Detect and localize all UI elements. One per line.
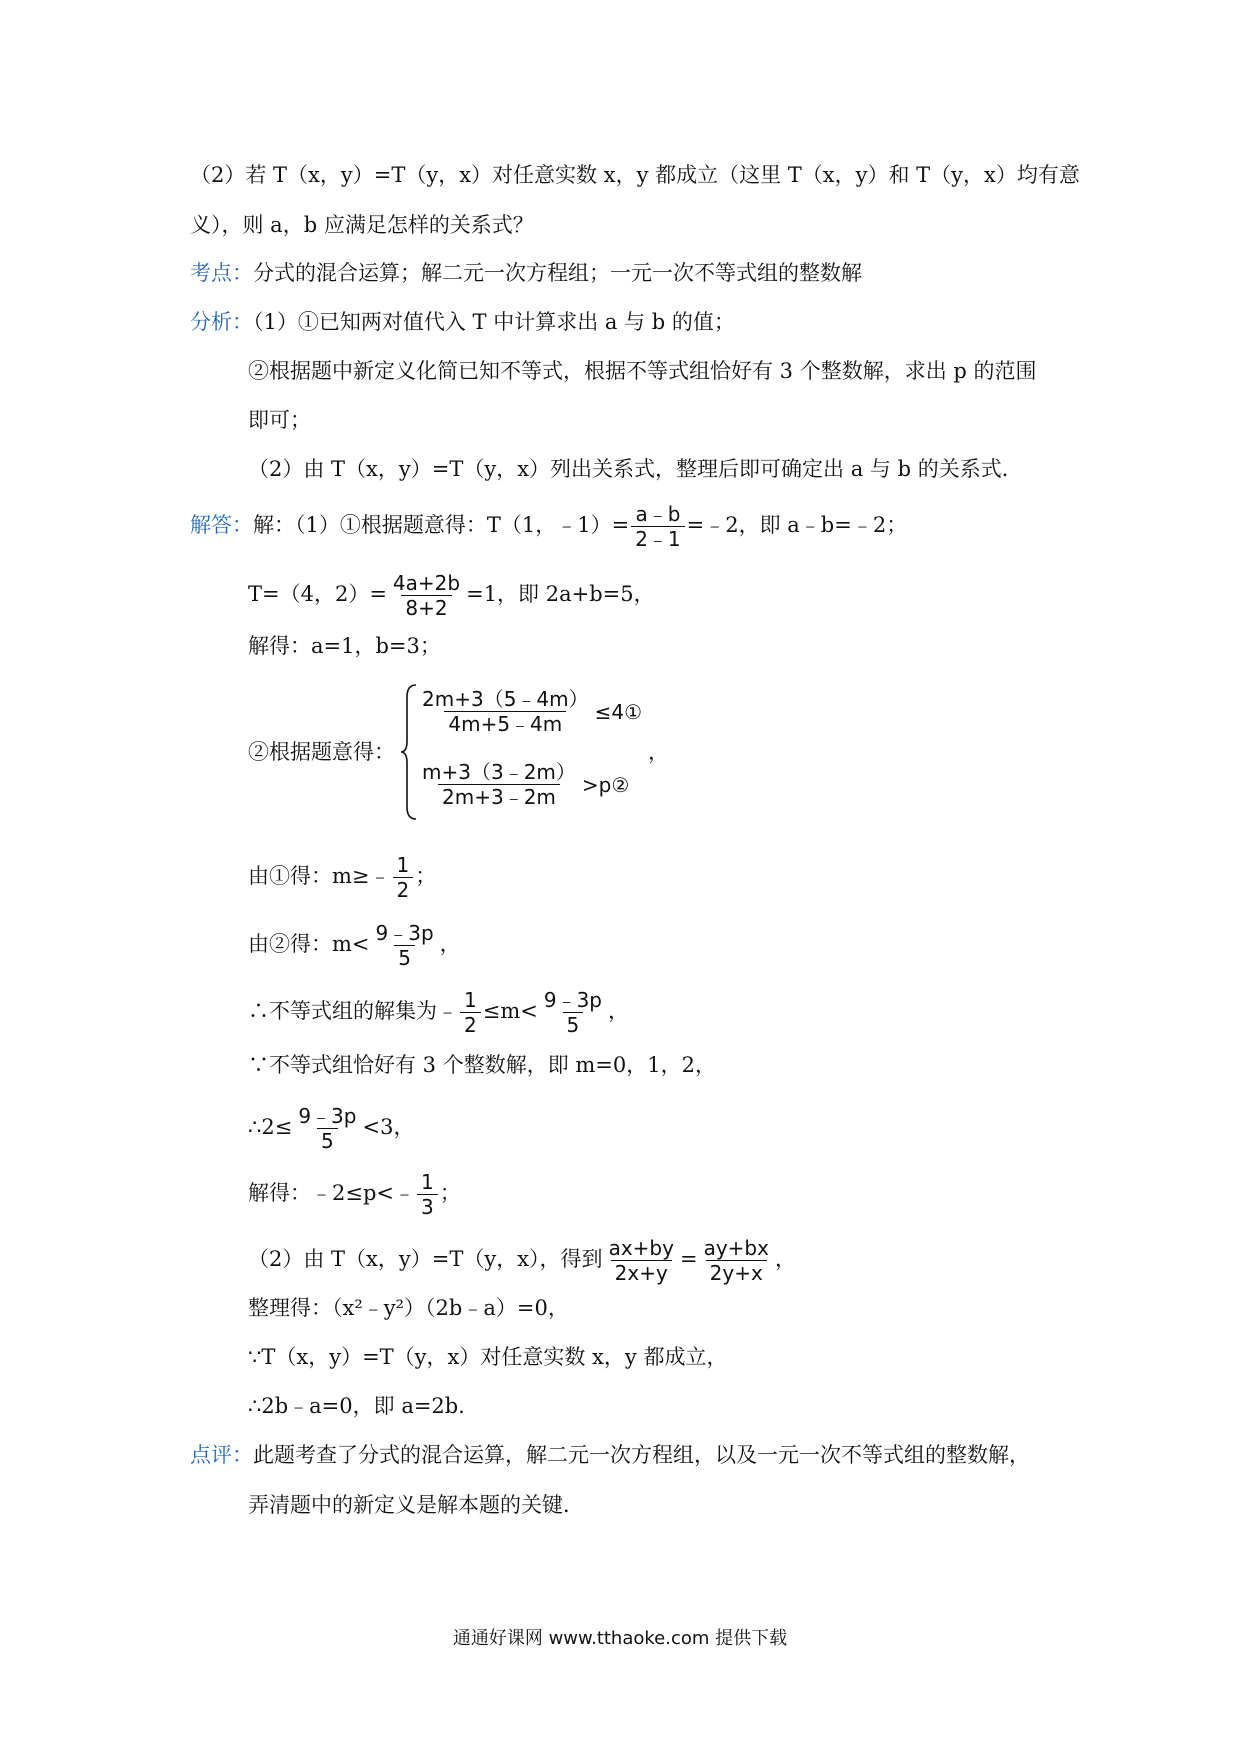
fraction-inequality-2: $\frac{m+3(3﹣2m)}{2m+3﹣2m}$: [422, 760, 576, 809]
jieda-label: 解答：: [190, 513, 253, 537]
fraction-one-third: $\frac{1}{3}$: [417, 1170, 438, 1219]
fraction-9-3p: $\frac{9﹣3p}{5}$: [375, 921, 434, 970]
system-comma: ，: [648, 740, 669, 764]
inequality-2: $\frac{m+3(3﹣2m)}{2m+3﹣2m}$ >p②: [416, 760, 629, 809]
fraction-inequality-1: $\frac{2m+3(5﹣4m)}{4m+5﹣4m}$: [422, 687, 589, 736]
fraction-9-3p-2: $\frac{9﹣3p}{5}$: [543, 988, 602, 1037]
fraction-ay-bx: $\frac{ay+bx}{2y+x}$: [703, 1236, 769, 1285]
jieda-line-1: 解答：解：（1）①根据题意得：T（1，﹣1）= $\frac{a﹣b}{2﹣1}$ =﹣2，即 a﹣b=﹣2；: [190, 502, 908, 551]
dianping-line-2: 弄清题中的新定义是解本题的关键．: [248, 1493, 584, 1517]
fraction-4a-2b: $\frac{4a+2b}{8+2}$: [392, 571, 461, 620]
fraction-one-half: $\frac{1}{2}$: [393, 853, 414, 902]
dianping-line-1: 此题考查了分式的混合运算，解二元一次方程组，以及一元一次不等式组的整数解，: [253, 1443, 1030, 1467]
kaodian-section: [190, 259, 862, 287]
dianping-label: 点评：: [190, 1443, 253, 1467]
inequality-1: $\frac{2m+3(5﹣4m)}{4m+5﹣4m}$ ≤4①: [416, 687, 642, 736]
fraction-one-half-2: $\frac{1}{2}$: [460, 988, 481, 1037]
fenxi-section: [190, 308, 735, 336]
kaodian-text: 分式的混合运算；解二元一次方程组；一元一次不等式组的整数解: [253, 261, 862, 285]
kaodian-label: 考点：: [190, 261, 253, 285]
fenxi-line-3: 即可；: [248, 408, 311, 432]
fenxi-label: 分析：: [190, 310, 253, 334]
fenxi-line-4: （2）由 T（x，y）=T（y，x）列出关系式，整理后即可确定出 a 与 b 的关系式．: [248, 457, 1023, 481]
question-2-line-2: 义），则 a，b 应满足怎样的关系式？: [190, 213, 534, 237]
jieda-line-2: T=（4，2）= $\frac{4a+2b}{8+2}$ =1，即 2a+b=5，: [248, 571, 655, 620]
jieda-line-13: ∵T（x，y）=T（y，x）对任意实数 x，y 都成立，: [248, 1345, 728, 1369]
dianping-section: [190, 1441, 1030, 1469]
jieda-line-6: 由②得：m< $\frac{9﹣3p}{5}$ ，: [248, 921, 461, 970]
inequality-system: [400, 683, 680, 821]
fraction-a-minus-b: $\frac{a﹣b}{2﹣1}$: [631, 502, 684, 551]
question-2-line-1: （2）若 T（x，y）=T（y，x）对任意实数 x，y 都成立（这里 T（x，y）和 T（y，x）均有意: [190, 163, 1080, 187]
jieda-line-11: （2）由 T（x，y）=T（y，x），得到 $\frac{ax+by}{2x+y}$ = $\frac{ay+bx}{2y+x}$ ，: [248, 1236, 796, 1285]
jieda-line-12: 整理得：（x²﹣y²）（2b﹣a）=0，: [248, 1296, 569, 1320]
jieda-line-3: 解得：a=1，b=3；: [248, 634, 441, 658]
jieda-line-5: 由①得：m≥﹣ $\frac{1}{2}$ ；: [248, 853, 437, 902]
fraction-ax-by: $\frac{ax+by}{2x+y}$: [608, 1236, 674, 1285]
jieda-line-7: ∴不等式组的解集为﹣ $\frac{1}{2}$ ≤m< $\frac{9﹣3p}{5}$ ，: [248, 988, 629, 1037]
jieda-line-14: ∴2b﹣a=0，即 a=2b．: [248, 1394, 480, 1418]
jieda-line-9: ∴2≤ $\frac{9﹣3p}{5}$ <3，: [248, 1104, 415, 1153]
jieda-line-4: ②根据题意得：: [248, 740, 395, 764]
page-footer: 通通好课网 www.tthaoke.com 提供下载: [452, 1628, 788, 1649]
jieda-line-10: 解得：﹣2≤p<﹣ $\frac{1}{3}$ ；: [248, 1170, 461, 1219]
fenxi-line-2: ②根据题中新定义化简已知不等式，根据不等式组恰好有 3 个整数解，求出 p 的范围: [248, 359, 1037, 383]
fenxi-line-1: （1）①已知两对值代入 T 中计算求出 a 与 b 的值；: [253, 310, 735, 334]
jieda-line-8: ∵不等式组恰好有 3 个整数解，即 m=0，1，2，: [248, 1053, 716, 1077]
fraction-9-3p-3: $\frac{9﹣3p}{5}$: [298, 1104, 357, 1153]
